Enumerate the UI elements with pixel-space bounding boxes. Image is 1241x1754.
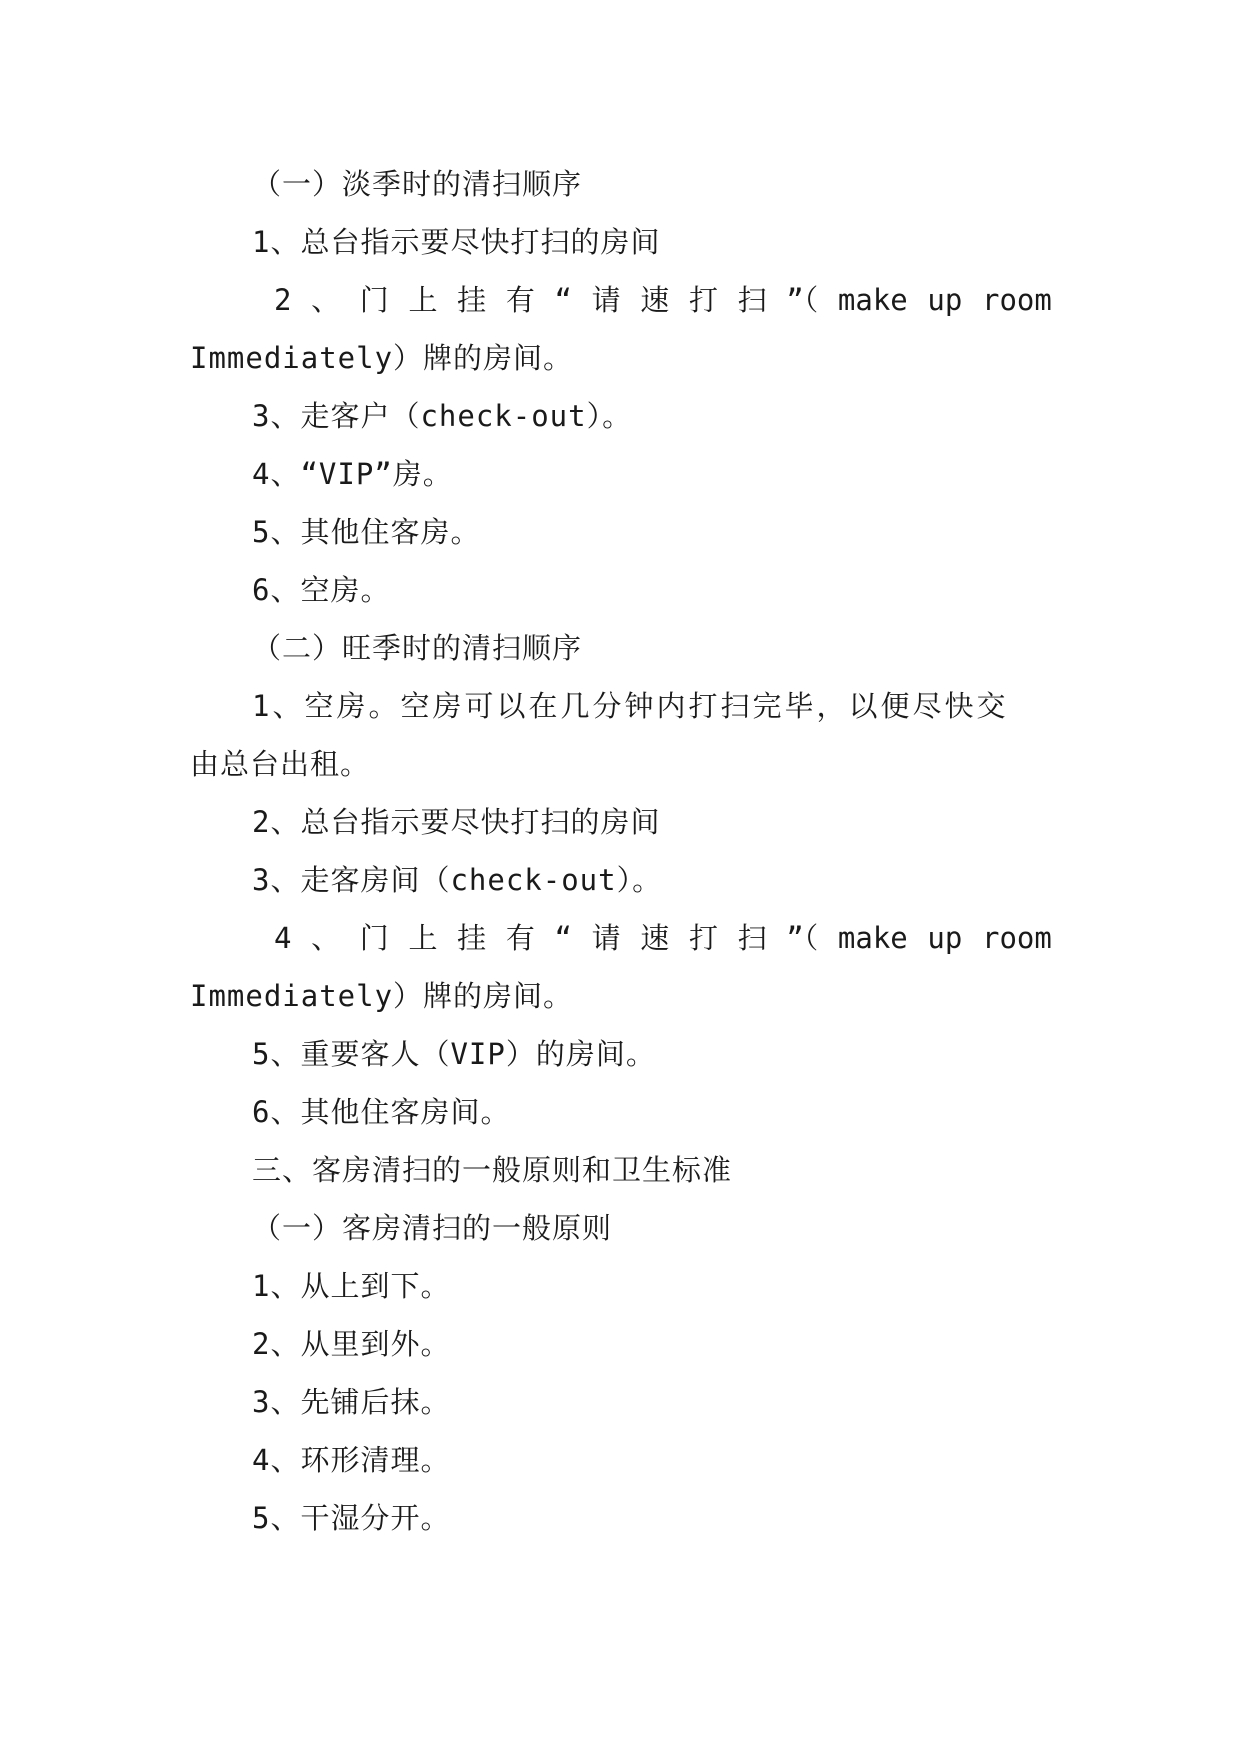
- token: make: [837, 283, 908, 317]
- paragraph-line: 1、从上到下。: [252, 1269, 451, 1303]
- token: 挂: [457, 921, 487, 955]
- token: 上: [408, 283, 438, 317]
- token: 、: [311, 283, 341, 317]
- paragraph-line: 1、空房。空房可以在几分钟内打扫完毕，以便尽快交: [252, 689, 1009, 723]
- paragraph-line: 5、其他住客房。: [252, 515, 481, 549]
- token: 扫: [737, 283, 767, 317]
- paragraph-line-justified: [274, 280, 1052, 320]
- paragraph-line: 3、走客房间（check-out）。: [252, 863, 663, 897]
- token: 4: [274, 921, 292, 955]
- paragraph-line: Immediately）牌的房间。: [190, 979, 574, 1013]
- paragraph-line: 6、其他住客房间。: [252, 1095, 511, 1129]
- heading-peak-season: （二）旺季时的清扫顺序: [252, 631, 583, 665]
- paragraph-line: 6、空房。: [252, 573, 391, 607]
- token: 请: [591, 921, 621, 955]
- token: room: [982, 283, 1052, 317]
- token: make: [837, 921, 908, 955]
- token: room: [982, 921, 1052, 955]
- paragraph-line: 由总台出租。: [190, 747, 371, 781]
- token: 门: [359, 921, 389, 955]
- token: 有: [505, 921, 535, 955]
- heading-principles: （一）客房清扫的一般原则: [252, 1211, 613, 1245]
- token: 有: [505, 283, 535, 317]
- token: up: [927, 921, 963, 955]
- heading-off-season: （一）淡季时的清扫顺序: [252, 167, 583, 201]
- paragraph-line: 4、“VIP”房。: [252, 457, 453, 491]
- paragraph-line: 3、走客户（check-out）。: [252, 399, 633, 433]
- token: “: [554, 921, 572, 955]
- token: 打: [688, 283, 718, 317]
- token: 速: [640, 283, 670, 317]
- token: 、: [311, 921, 341, 955]
- token: 扫: [737, 921, 767, 955]
- token: 请: [591, 283, 621, 317]
- token: 打: [688, 921, 718, 955]
- paragraph-line: 5、干湿分开。: [252, 1501, 451, 1535]
- paragraph-line: 3、先铺后抹。: [252, 1385, 451, 1419]
- token: 挂: [457, 283, 487, 317]
- paragraph-line: Immediately）牌的房间。: [190, 341, 574, 375]
- token: ”（: [786, 283, 819, 317]
- section-heading: 三、客房清扫的一般原则和卫生标准: [252, 1153, 733, 1187]
- token: 门: [359, 283, 389, 317]
- token: “: [554, 283, 572, 317]
- paragraph-line: 2、总台指示要尽快打扫的房间: [252, 805, 661, 839]
- paragraph-line: 5、重要客人（VIP）的房间。: [252, 1037, 656, 1071]
- token: up: [927, 283, 963, 317]
- token: 上: [408, 921, 438, 955]
- token: 速: [640, 921, 670, 955]
- token: ”（: [786, 921, 819, 955]
- paragraph-line-justified: [274, 918, 1052, 958]
- paragraph-line: 2、从里到外。: [252, 1327, 451, 1361]
- paragraph-line: 4、环形清理。: [252, 1443, 451, 1477]
- token: 2: [274, 283, 292, 317]
- paragraph-line: 1、总台指示要尽快打扫的房间: [252, 225, 661, 259]
